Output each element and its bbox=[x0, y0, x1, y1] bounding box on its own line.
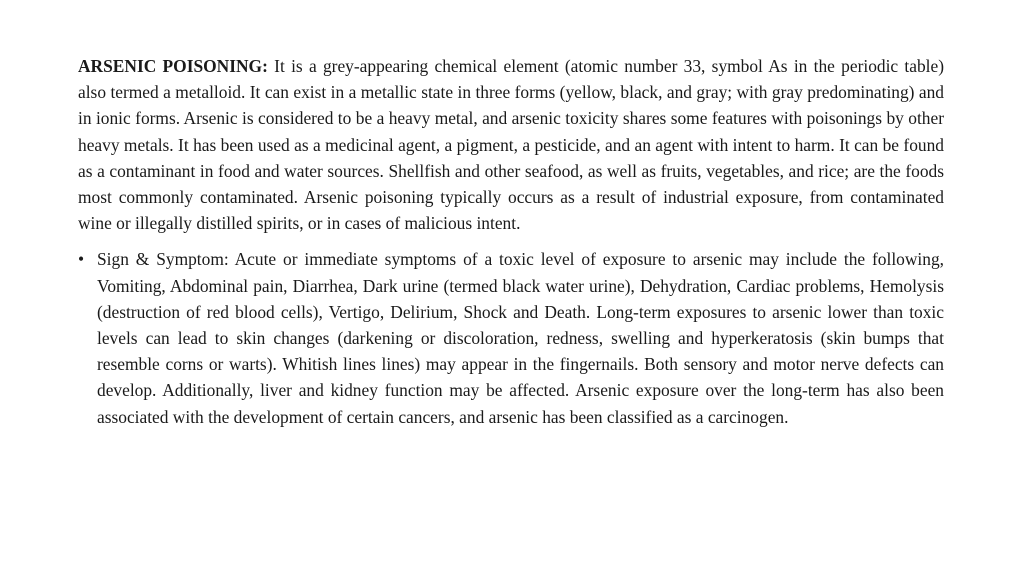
bullet-list bbox=[78, 246, 944, 429]
intro-text: It is a grey-appearing chemical element (atomic number 33, symbol As in the periodic table) also termed a metalloid. It can exist in a metallic state in three forms (yellow, black, and gray; with gray predominating) and in ionic forms. Arsenic is considered to be a heavy metal, and arsenic toxicity shares some features with poisonings by other heavy metals. It has been used as a medicinal agent, a pigment, a pesticide, and an agent with intent to harm. It can be found as a contaminant in food and water sources. Shellfish and other seafood, as well as fruits, vegetables, and rice; are the foods most commonly contaminated. Arsenic poisoning typically occurs as a result of industrial exposure, from contaminated wine or illegally distilled spirits, or in cases of malicious intent. bbox=[78, 56, 944, 234]
slide-content bbox=[78, 53, 944, 430]
bullet-item-sign-symptom bbox=[78, 246, 944, 429]
intro-heading: ARSENIC POISONING: bbox=[78, 56, 268, 76]
bullet-text: Sign & Symptom: Acute or immediate symptoms of a toxic level of exposure to arsenic may include the following, Vomiting, Abdominal pain, Diarrhea, Dark urine (termed black water urine), Dehydration, Cardiac problems, Hemolysis (destruction of red blood cells), Vertigo, Delirium, Shock and Death. Long-term exposures to arsenic lower than toxic levels can lead to skin changes (darkening or discoloration, redness, swelling and hyperkeratosis (skin bumps that resemble corns or warts). Whitish lines lines) may appear in the fingernails. Both sensory and motor nerve defects can develop. Additionally, liver and kidney function may be affected. Arsenic exposure over the long-term has also been associated with the development of certain cancers, and arsenic has been classified as a carcinogen. bbox=[97, 249, 944, 427]
intro-paragraph bbox=[78, 53, 944, 236]
bullet-marker: • bbox=[78, 249, 85, 270]
